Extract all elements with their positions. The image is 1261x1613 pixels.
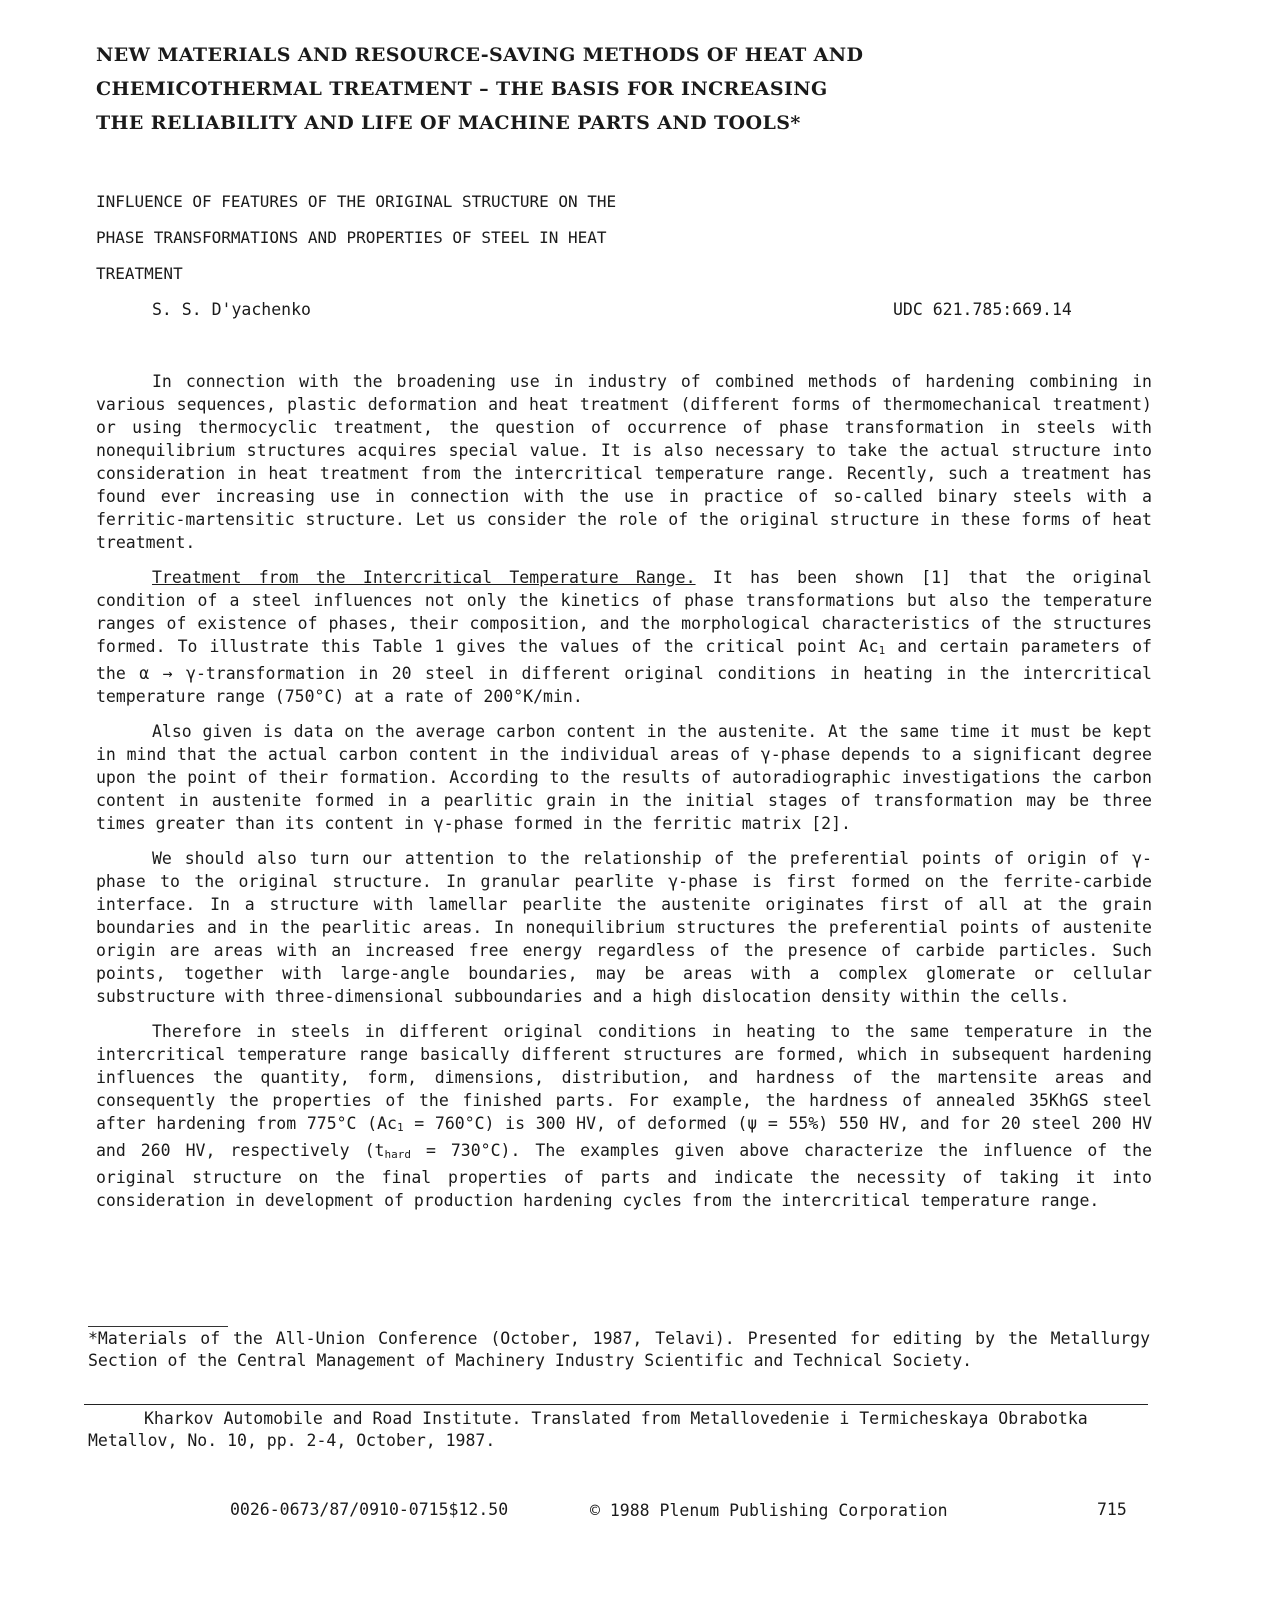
copyright-notice: © 1988 Plenum Publishing Corporation [590, 1501, 948, 1520]
paragraph-text: and certain parameters of the α → γ-transformation in 20 steel in different original conditions in heating in the intercritical temperature range (750°C) at a rate of 200°K/min. [96, 637, 1152, 706]
section-heading: Treatment from the Intercritical Temperature Range. [152, 568, 696, 587]
udc-code: UDC 621.785:669.14 [893, 300, 1072, 319]
paragraph-text: Therefore in steels in different original conditions in heating to the same temperature in the intercritical temperature range basically different structures are formed, which in subsequent hardening influences the quantity, form, dimensions, distribution, and hardness of the martensite areas and consequently the properties of the finished parts. For example, the hardness of annealed 35KhGS steel after hardening from 775°C (Ac [96, 1022, 1152, 1133]
title-line-1: NEW MATERIALS AND RESOURCE-SAVING METHODS OF HEAT AND [96, 44, 864, 66]
publication-code: 0026-0673/87/0910-0715$12.50 [230, 1500, 509, 1519]
footnote-divider [88, 1326, 228, 1327]
paragraph-intro: In connection with the broadening use in industry of combined methods of hardening combining in various sequences, plastic deformation and heat treatment (different forms of thermomechanical treatment) or using thermocyclic treatment, the question of occurrence of phase transformation in steels with nonequilibrium structures acquires special value. It is also necessary to take the actual structure into consideration in heat treatment from the intercritical temperature range. Recently, such a treatment has found ever increasing use in connection with the use in practice of so-called binary steels with a ferritic-martensitic structure. Let us consider the role of the original structure in these forms of heat treatment. [96, 372, 1152, 552]
paragraph-intercritical [96, 566, 1152, 708]
title-line-2: CHEMICOTHERMAL TREATMENT – THE BASIS FOR INCREASING [96, 78, 828, 100]
paragraph-text: It has been shown [1] that the original condition of a steel influences not only the kinetics of phase transformations but also the temperature ranges of existence of phases, their composition, and the morphological characteristics of the structures formed. To illustrate this Table 1 gives the values of the critical point Ac [96, 568, 1152, 656]
subscript: 1 [878, 644, 886, 657]
paragraph-text: = 760°C) is 300 HV, of deformed (ψ = 55%) 550 HV, and for 20 steel 200 HV and 260 HV, respectively (t [96, 1114, 1153, 1160]
title-line-3: THE RELIABILITY AND LIFE OF MACHINE PARTS AND TOOLS* [96, 112, 801, 134]
subtitle-line-2: PHASE TRANSFORMATIONS AND PROPERTIES OF STEEL IN HEAT [96, 228, 607, 247]
affiliation-divider [84, 1404, 1148, 1405]
affiliation-note [88, 1408, 1150, 1452]
paragraph-conclusion [96, 1020, 1152, 1212]
subscript: hard [384, 1148, 411, 1161]
paper-title [96, 38, 1096, 140]
subtitle-line-1: INFLUENCE OF FEATURES OF THE ORIGINAL STRUCTURE ON THE [96, 192, 617, 211]
paragraph-origin: We should also turn our attention to the relationship of the preferential points of origin of γ-phase to the original structure. In granular pearlite γ-phase is first formed on the ferrite-carbide interface. In a structure with lamellar pearlite the austenite originates first of all at the grain boundaries and in the pearlitic areas. In nonequilibrium structures the preferential points of austenite origin are areas with an increased free energy regardless of the presence of carbide particles. Such points, together with large-angle boundaries, may be areas with a complex glomerate or cellular substructure with three-dimensional subboundaries and a high dislocation density within the cells. [96, 849, 1152, 1006]
article-body [96, 370, 1152, 1224]
author-name: S. S. D'yachenko [152, 300, 311, 319]
article-title [96, 184, 996, 292]
paragraph-text: = 730°C). The examples given above characterize the influence of the original structure on the final properties of parts and indicate the necessity of taking it into consideration in development of production hardening cycles from the intercritical temperature range. [96, 1141, 1153, 1210]
affiliation-text: Kharkov Automobile and Road Institute. Translated from Metallovedenie i Termicheskaya Obrabotka Metallov, No. 10, pp. 2-4, October, 1987. [88, 1409, 1088, 1450]
subtitle-line-3: TREATMENT [96, 264, 183, 283]
page-number: 715 [1097, 1500, 1127, 1519]
paragraph-carbon: Also given is data on the average carbon content in the austenite. At the same time it must be kept in mind that the actual carbon content in the individual areas of γ-phase depends to a significant degree upon the point of their formation. According to the results of autoradiographic investigations the carbon content in austenite formed in a pearlitic grain in the initial stages of transformation may be three times greater than its content in γ-phase formed in the ferritic matrix [2]. [96, 722, 1152, 833]
subscript: 1 [396, 1121, 404, 1134]
footnote: *Materials of the All-Union Conference (October, 1987, Telavi). Presented for editing by the Metallurgy Section of the Central Management of Machinery Industry Scientific and Technical Society. [88, 1329, 1150, 1370]
